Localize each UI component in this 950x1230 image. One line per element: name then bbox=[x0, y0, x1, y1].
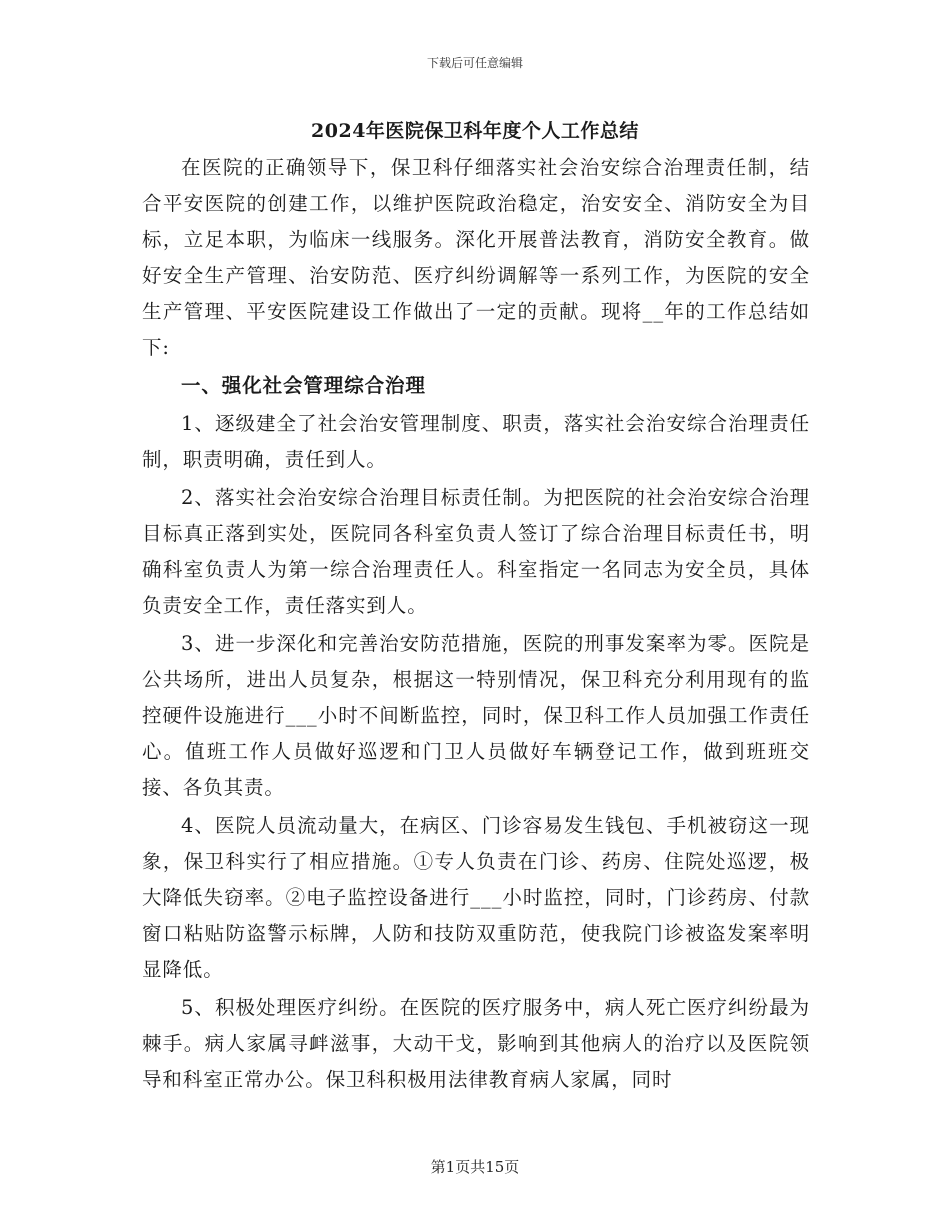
list-item: 2、落实社会治安综合治理目标责任制。为把医院的社会治安综合治理目标真正落到实处，医院同各科室负责人签订了综合治理目标责任书，明确科室负责人为第一综合治理责任人。科室指定一名同志为安全员，具体负责安全工作，责任落实到人。 bbox=[142, 486, 810, 617]
list-item: 4、医院人员流动量大，在病区、门诊容易发生钱包、手机被窃这一现象，保卫科实行了相应措施。①专人负责在门诊、药房、住院处巡逻，极大降低失窃率。②电子监控设备进行___小时监控，同时，门诊药房、付款窗口粘贴防盗警示标牌，人防和技防双重防范，使我院门诊被盗发案率明显降低。 bbox=[142, 814, 810, 981]
intro-paragraph: 在医院的正确领导下，保卫科仔细落实社会治安综合治理责任制，结合平安医院的创建工作，以维护医院政治稳定，治安安全、消防安全为目标，立足本职，为临床一线服务。深化开展普法教育，消防安全教育。做好安全生产管理、治安防范、医疗纠纷调解等一系列工作，为医院的安全生产管理、平安医院建设工作做出了一定的贡献。现将__年的工作总结如下: bbox=[142, 156, 810, 359]
page-number: 第1页共15页 bbox=[430, 1158, 520, 1176]
document-title: 2024年医院保卫科年度个人工作总结 bbox=[311, 120, 639, 142]
list-item: 5、积极处理医疗纠纷。在医院的医疗服务中，病人死亡医疗纠纷最为棘手。病人家属寻衅滋事，大动干戈，影响到其他病人的治疗以及医院领导和科室正常办公。保卫科积极用法律教育病人家属，同时 bbox=[142, 996, 810, 1091]
list-item: 3、进一步深化和完善治安防范措施，医院的刑事发案率为零。医院是公共场所，进出人员复杂，根据这一特别情况，保卫科充分利用现有的监控硬件设施进行___小时不间断监控，同时，保卫科工作人员加强工作责任心。值班工作人员做好巡逻和门卫人员做好车辆登记工作，做到班班交接、各负其责。 bbox=[142, 632, 810, 799]
page-header-note: 下载后可任意编辑 bbox=[426, 56, 523, 70]
section-heading: 一、强化社会管理综合治理 bbox=[181, 374, 426, 397]
document-body bbox=[142, 150, 810, 1098]
list-item: 1、逐级建全了社会治安管理制度、职责，落实社会治安综合治理责任制，职责明确，责任到人。 bbox=[142, 412, 810, 471]
